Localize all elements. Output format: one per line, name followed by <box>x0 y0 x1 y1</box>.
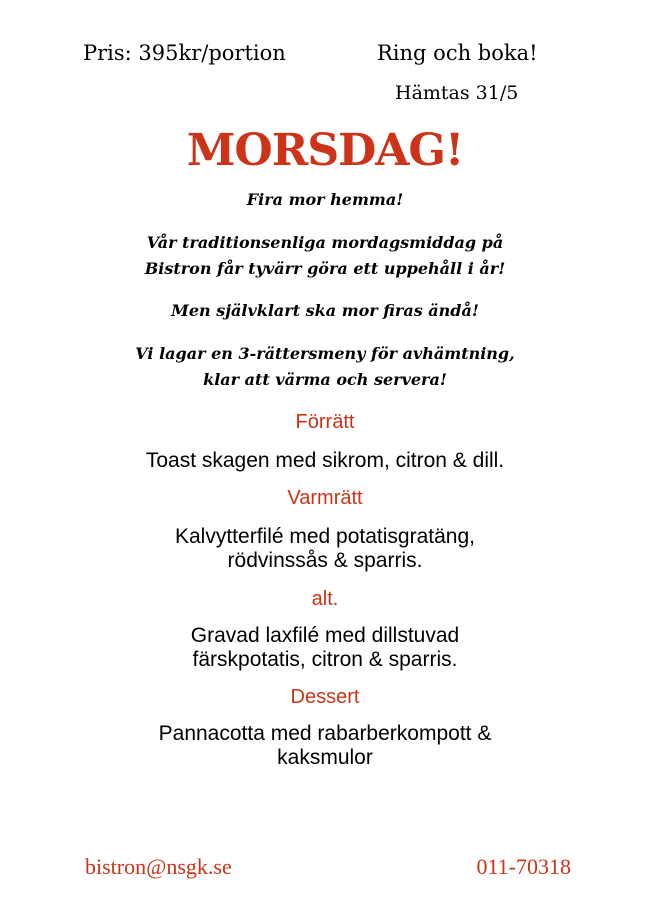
intro-line-4a: Vi lagar en 3-rättersmeny för avhämtning, <box>135 344 515 363</box>
starter-heading: Förrätt <box>295 411 355 433</box>
booking-call-text: Ring och boka! <box>377 41 538 65</box>
dessert-dish-line-2: kaksmulor <box>277 746 373 769</box>
intro-line-2a: Vår traditionsenliga mordagsmiddag på <box>146 233 504 252</box>
dessert-dish-line-1: Pannacotta med rabarberkompott & <box>158 722 492 745</box>
main-course-heading: Varmrätt <box>287 487 363 509</box>
pickup-date-text: Hämtas 31/5 <box>395 82 519 104</box>
intro-line-4b: klar att värma och servera! <box>203 370 447 389</box>
alternative-dish-line-1: Gravad laxfilé med dillstuvad <box>190 624 460 647</box>
price-text: Pris: 395kr/portion <box>83 41 286 65</box>
page-title: MORSDAG! <box>186 125 464 176</box>
alternative-heading: alt. <box>311 588 339 610</box>
dessert-heading: Dessert <box>290 686 360 708</box>
intro-line-3: Men självklart ska mor firas ändå! <box>171 301 479 320</box>
email-address[interactable]: bistron@nsgk.se <box>85 854 232 879</box>
intro-line-1: Fira mor hemma! <box>246 190 404 209</box>
main-dish-line-1: Kalvytterfilé med potatisgratäng, <box>175 525 475 548</box>
intro-line-2b: Bistron får tyvärr göra ett uppehåll i år! <box>144 259 506 278</box>
alternative-dish-line-2: färskpotatis, citron & sparris. <box>192 648 458 671</box>
phone-number[interactable]: 011-70318 <box>476 854 571 879</box>
main-dish-line-2: rödvinssås & sparris. <box>227 549 423 572</box>
starter-dish: Toast skagen med sikrom, citron & dill. <box>145 449 505 472</box>
